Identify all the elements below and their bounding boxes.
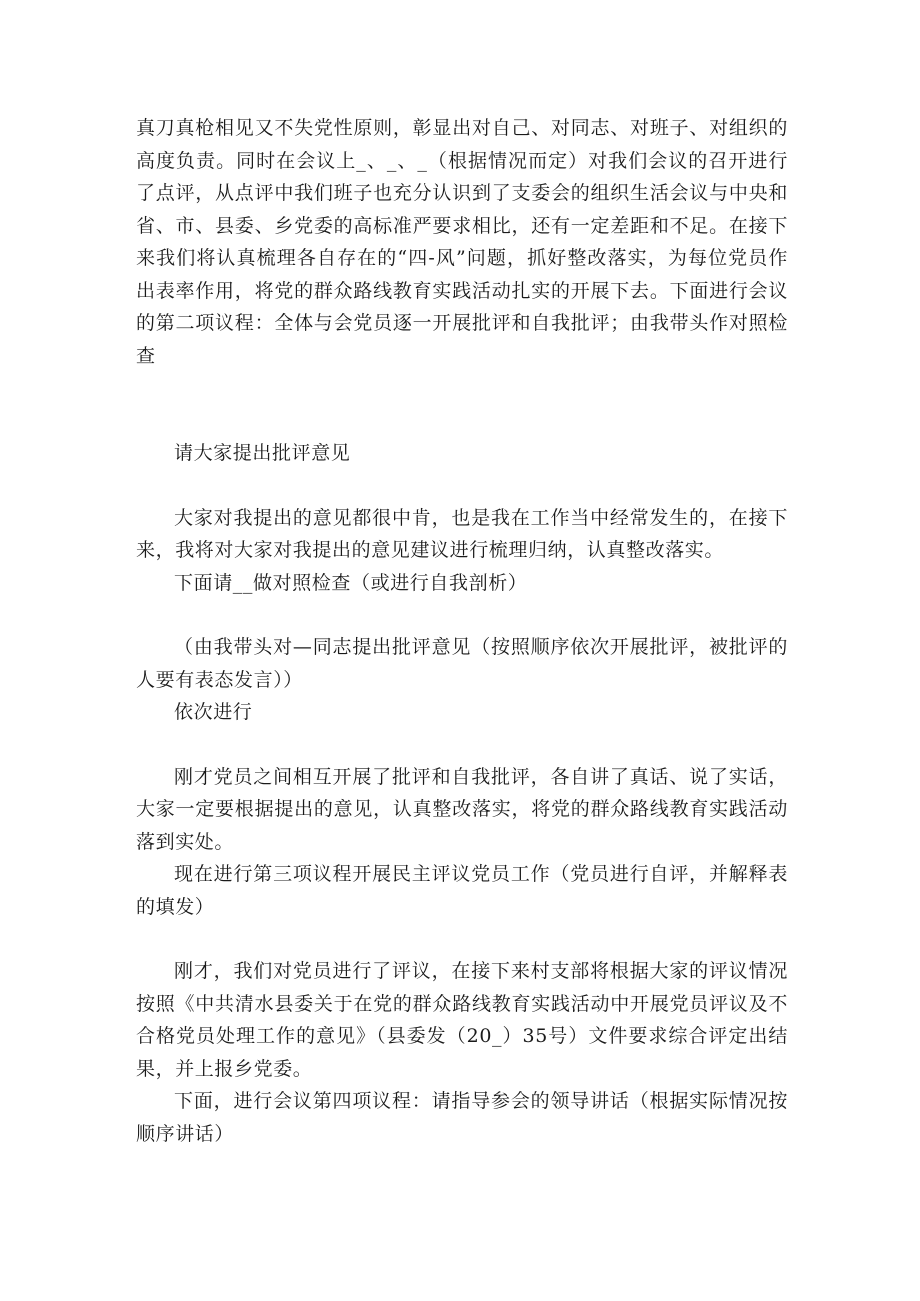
paragraph-response-to-opinions: 大家对我提出的意见都很中肯，也是我在工作当中经常发生的，在接下来，我将对大家对我提出的意见建议进行梳理归纳，认真整改落实。 bbox=[136, 506, 788, 561]
paragraph-meeting-review: 真刀真枪相见又不失党性原则，彰显出对自己、对同志、对班子、对组织的高度负责。同时在会议上_、_、_（根据情况而定）对我们会议的召开进行了点评，从点评中我们班子也充分认识到了支委会的组织生活会议与中央和省、市、县委、乡党委的高标准严要求相比，还有一定差距和不足。在接下来我们将认真梳理各自存在的“四-风”问题，抓好整改落实，为每位党员作出表率作用，将党的群众路线教育实践活动扎实的开展下去。下面进行会议的第二项议程：全体与会党员逐一开展批评和自我批评；由我带头作对照检查 bbox=[136, 117, 788, 367]
paragraph-third-agenda-item: 现在进行第三项议程开展民主评议党员工作（党员进行自评，并解释表的填发） bbox=[136, 863, 788, 918]
paragraph-fourth-agenda-item: 下面，进行会议第四项议程：请指导参会的领导讲话（根据实际情况按顺序讲话） bbox=[136, 1090, 788, 1145]
document-body bbox=[136, 112, 788, 1150]
paragraph-request-criticism: 请大家提出批评意见 bbox=[174, 442, 351, 464]
paragraph-mutual-criticism-summary: 刚才党员之间相互开展了批评和自我批评，各自讲了真话、说了实话，大家一定要根据提出的意见，认真整改落实，将党的群众路线教育实践活动落到实处。 bbox=[136, 765, 788, 853]
paragraph-self-examination: 下面请__做对照检查（或进行自我剖析） bbox=[174, 571, 528, 594]
paragraph-proceed-in-turn: 依次进行 bbox=[174, 701, 253, 723]
paragraph-evaluation-result: 刚才，我们对党员进行了评议，在接下来村支部将根据大家的评议情况按照《中共清水县委关于在党的群众路线教育实践活动中开展党员评议及不合格党员处理工作的意见》（县委发（20_）35号）文件要求综合评定出结果，并上报乡党委。 bbox=[136, 960, 788, 1080]
paragraph-criticism-order: （由我带头对—同志提出批评意见（按照顺序依次开展批评，被批评的人要有表态发言）） bbox=[136, 636, 788, 691]
